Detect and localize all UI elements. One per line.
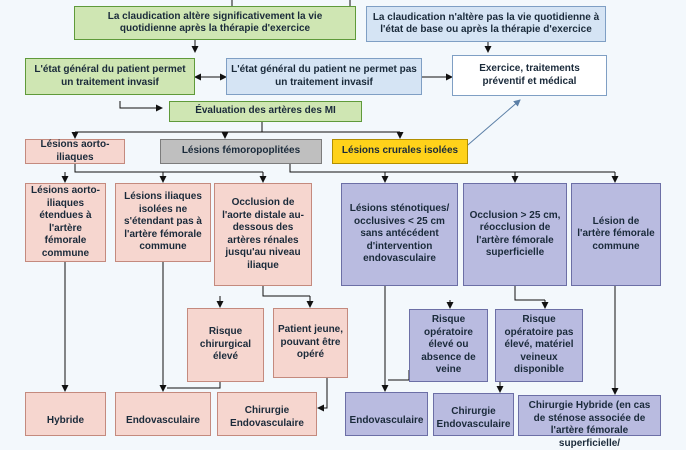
connector-to-evaluation [120,101,162,108]
node-iliac-isolated: Lésions iliaques isolées ne s'étendant pas à l'artère fémorale commune [115,183,211,262]
node-distal-occlusion: Occlusion de l'aorte distale au-dessous des artères rénales jusqu'au niveau iliaque [214,183,312,286]
node-op-risk-high: Risque opératoire élevé ou absence de veine [409,309,488,382]
connector-occlusion-bar [515,286,545,300]
node-occlusion-25: Occlusion > 25 cm, réocclusion de l'artère fémorale superficielle [463,183,567,286]
node-surgical-risk: Risque chirurgical élevé [187,308,264,382]
node-lesions-femoro: Lésions fémoropoplitées [160,139,322,164]
node-claud-alters: La claudication altère significativement la vie quotidienne après la thérapie d'exercice [74,6,356,40]
node-surgery-endo-2: Chirurgie Endovasculaire [433,393,514,436]
node-exercise-treatment: Exercice, traitements préventif et médical [452,55,607,96]
node-lesions-aorto: Lésions aorto-iliaques [25,139,125,164]
node-young-patient: Patient jeune, pouvant être opéré [273,308,348,378]
connector-femoro-bar [290,164,615,172]
node-surgery-hybrid: Chirurgie Hybride (en cas de sténose associée de l'artère fémorale superficielle/ [518,395,661,436]
node-endovascular-1: Endovasculaire [115,392,211,436]
node-general-permits: L'état général du patient permet un traitement invasif [25,58,195,95]
node-common-femoral: Lésion de l'artère fémorale commune [571,183,661,286]
connector-distal-bar [263,286,310,296]
node-lesions-crurales: Lésions crurales isolées [332,139,468,164]
connector-op-high-back [388,370,409,380]
node-surgery-endo-1: Chirurgie Endovasculaire [217,392,317,436]
node-hybrid: Hybride [25,392,106,436]
node-aorto-extended: Lésions aorto-iliaques étendues à l'artère fémorale commune [25,183,106,262]
node-claud-not-alters: La claudication n'altère pas la vie quotidienne à l'état de base ou après la thérapie d'exercice [366,6,606,42]
connector-crurales-to-exercise [462,100,520,150]
connector-risk-to-endo [167,382,220,388]
node-endovascular-2: Endovasculaire [345,392,428,436]
node-evaluation: Évaluation des artères des MI [169,101,362,122]
node-op-risk-not-high: Risque opératoire pas élevé, matériel veineux disponible [495,309,583,382]
connector-young-to-surgery [318,378,327,408]
connector-aorto-bar [75,164,263,172]
node-stenotic: Lésions sténotiques/ occlusives < 25 cm sans antécédent d'intervention endovasculaire [341,183,458,286]
node-general-not-permits: L'état général du patient ne permet pas un traitement invasif [226,58,422,95]
